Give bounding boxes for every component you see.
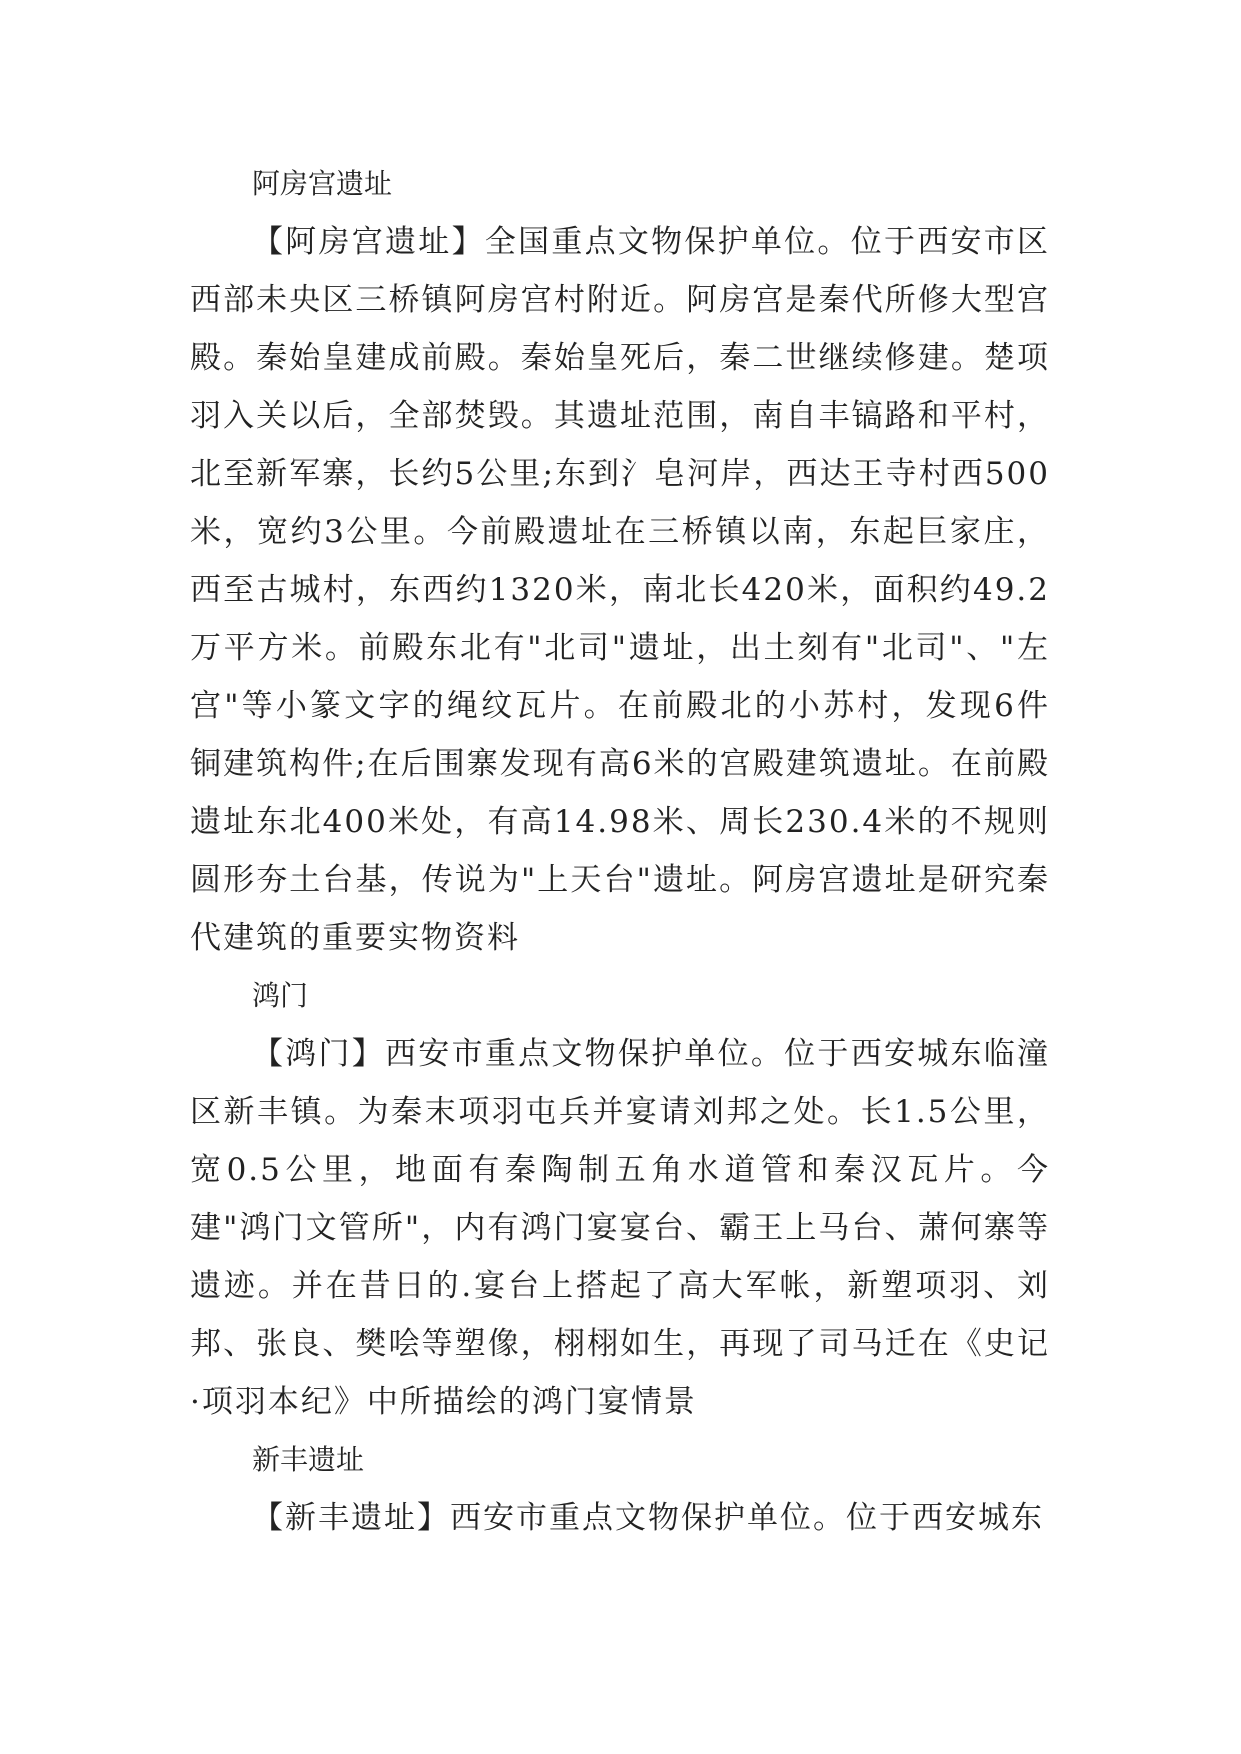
section-body-afanggong: 【阿房宫遗址】全国重点文物保护单位。位于西安市区西部未央区三桥镇阿房宫村附近。阿房宫是秦代所修大型宫殿。秦始皇建成前殿。秦始皇死后，秦二世继续修建。楚项羽入关以后，全部焚毁。其遗址范围，南自丰镐路和平村，北至新军寨，长约5公里;东到氵皂河岸，西达王寺村西500米，宽约3公里。今前殿遗址在三桥镇以南，东起巨家庄，西至古城村，东西约1320米，南北长420米，面积约49.2万平方米。前殿东北有"北司"遗址，出土刻有"北司"、"左宫"等小篆文字的绳纹瓦片。在前殿北的小苏村，发现6件铜建筑构件;在后围寨发现有高6米的宫殿建筑遗址。在前殿遗址东北400米处，有高14.98米、周长230.4米的不规则圆形夯土台基，传说为"上天台"遗址。阿房宫遗址是研究秦代建筑的重要实物资料 bbox=[190, 224, 1050, 956]
section-body-xinfeng: 【新丰遗址】西安市重点文物保护单位。位于西安城东 bbox=[252, 1500, 1044, 1536]
section-heading-xinfeng: 新丰遗址 bbox=[252, 1443, 365, 1476]
section-heading-hongmen: 鸿门 bbox=[252, 979, 309, 1012]
section-heading-afanggong: 阿房宫遗址 bbox=[252, 167, 393, 200]
document-content bbox=[190, 155, 1050, 1547]
section-body-hongmen: 【鸿门】西安市重点文物保护单位。位于西安城东临潼区新丰镇。为秦末项羽屯兵并宴请刘邦之处。长1.5公里，宽0.5公里，地面有秦陶制五角水道管和秦汉瓦片。今建"鸿门文管所"，内有鸿门宴宴台、霸王上马台、萧何寨等遗迹。并在昔日的.宴台上搭起了高大军帐，新塑项羽、刘邦、张良、樊哙等塑像，栩栩如生，再现了司马迁在《史记·项羽本纪》中所描绘的鸿门宴情景 bbox=[190, 1036, 1050, 1420]
